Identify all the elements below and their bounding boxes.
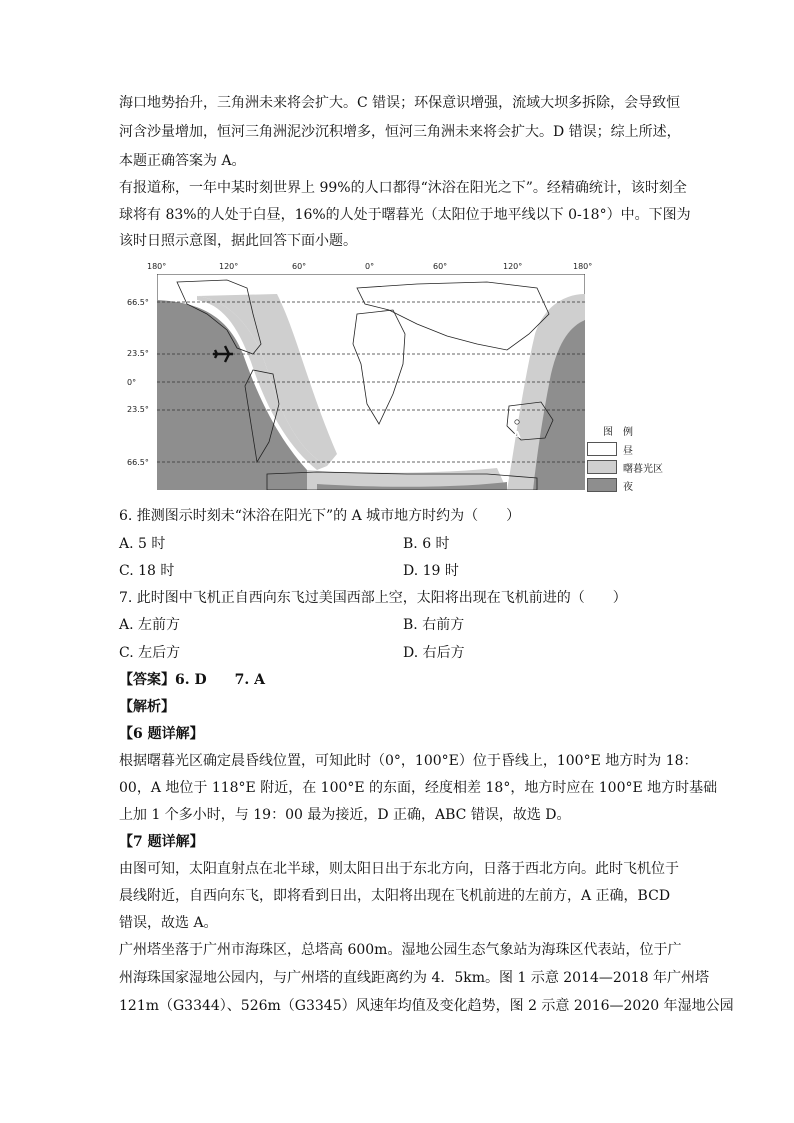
lon-label: 0°: [365, 262, 375, 271]
lon-label: 60°: [292, 262, 307, 271]
point-a-label: A: [513, 430, 521, 441]
q6-option-b: B. 6 时: [403, 536, 450, 552]
lon-label: 120°: [219, 262, 239, 271]
q7-option-d: D. 右后方: [403, 645, 465, 661]
next-passage-line-1: 广州塔坐落于广州市海珠区，总塔高 600m。湿地公园生态气象站为海珠区代表站，位于广: [119, 942, 682, 958]
intro-line-3: 本题正确答案为 A。: [119, 153, 246, 169]
q6-option-c: C. 18 时: [119, 563, 175, 579]
lat-label: 0°: [127, 378, 137, 387]
lon-label: 120°: [503, 262, 523, 271]
analysis-heading: 【解析】: [119, 699, 175, 715]
q6-option-a: A. 5 时: [119, 536, 166, 552]
map-frame: [157, 274, 585, 490]
lat-label: 23.5°: [127, 405, 149, 414]
legend-night-swatch: [587, 478, 617, 492]
point-a-marker: [515, 420, 519, 424]
legend-day-label: 昼: [623, 446, 633, 457]
legend-title: 图 例: [603, 427, 633, 438]
illumination-map-figure: [127, 262, 685, 494]
detail-6-heading: 【6 题详解】: [119, 726, 204, 742]
q7-option-c: C. 左后方: [119, 645, 181, 661]
lat-label: 23.5°: [127, 349, 149, 358]
intro-line-1: 海口地势抬升，三角洲未来将会扩大。C 错误；环保意识增强，流域大坝多拆除，会导致恒: [119, 95, 681, 111]
q6-stem: 6. 推测图示时刻未“沐浴在阳光下”的 A 城市地方时约为（ ）: [119, 508, 521, 524]
legend-day-swatch: [587, 442, 617, 456]
next-passage-line-3: 121m（G3344）、526m（G3345）风速年均值及变化趋势，图 2 示意 2016—2020 年湿地公园: [119, 998, 734, 1014]
lon-label: 180°: [573, 262, 593, 271]
lon-label: 60°: [433, 262, 448, 271]
q7-option-b: B. 右前方: [403, 617, 465, 633]
q6-option-d: D. 19 时: [403, 563, 459, 579]
answer-line: 【答案】6. D 7. A: [119, 672, 265, 688]
detail-6-line-1: 根据曙暮光区确定晨昏线位置，可知此时（0°，100°E）位于昏线上，100°E 地方时为 18：: [119, 753, 698, 769]
detail-7-heading: 【7 题详解】: [119, 834, 204, 850]
lon-label: 180°: [147, 262, 167, 271]
passage-line-2: 球将有 83%的人处于白昼，16%的人处于曙暮光（太阳位于地平线以下 0-18°）中。下图为: [119, 207, 691, 223]
q7-stem: 7. 此时图中飞机正自西向东飞过美国西部上空，太阳将出现在飞机前进的（ ）: [119, 590, 627, 606]
q7-option-a: A. 左前方: [119, 617, 181, 633]
passage-line-1: 有报道称，一年中某时刻世界上 99%的人口都得“沐浴在阳光之下”。经精确统计，该时刻全: [119, 180, 687, 196]
detail-6-line-3: 上加 1 个多小时，与 19：00 最为接近，D 正确，ABC 错误，故选 D。: [119, 807, 571, 823]
legend-night-label: 夜: [623, 482, 633, 493]
lat-label: 66.5°: [127, 458, 149, 467]
detail-7-line-3: 错误，故选 A。: [119, 915, 218, 931]
passage-line-3: 该时日照示意图，据此回答下面小题。: [119, 233, 357, 249]
intro-line-2: 河含沙量增加，恒河三角洲泥沙沉积增多，恒河三角洲未来将会扩大。D 错误；综上所述，: [119, 124, 681, 140]
detail-6-line-2: 00，A 地位于 118°E 附近，在 100°E 的东面，经度相差 18°，地方时应在 100°E 地方时基础: [119, 780, 718, 796]
legend-twilight-label: 曙暮光区: [623, 464, 663, 475]
detail-7-line-1: 由图可知，太阳直射点在北半球，则太阳日出于东北方向，日落于西北方向。此时飞机位于: [119, 861, 679, 877]
next-passage-line-2: 州海珠国家湿地公园内，与广州塔的直线距离约为 4．5km。图 1 示意 2014—2018 年广州塔: [119, 970, 709, 986]
lat-label: 66.5°: [127, 298, 149, 307]
detail-7-line-2: 晨线附近，自西向东飞，即将看到日出，太阳将出现在飞机前进的左前方，A 正确，BCD: [119, 888, 671, 904]
legend-twilight-swatch: [587, 460, 617, 474]
